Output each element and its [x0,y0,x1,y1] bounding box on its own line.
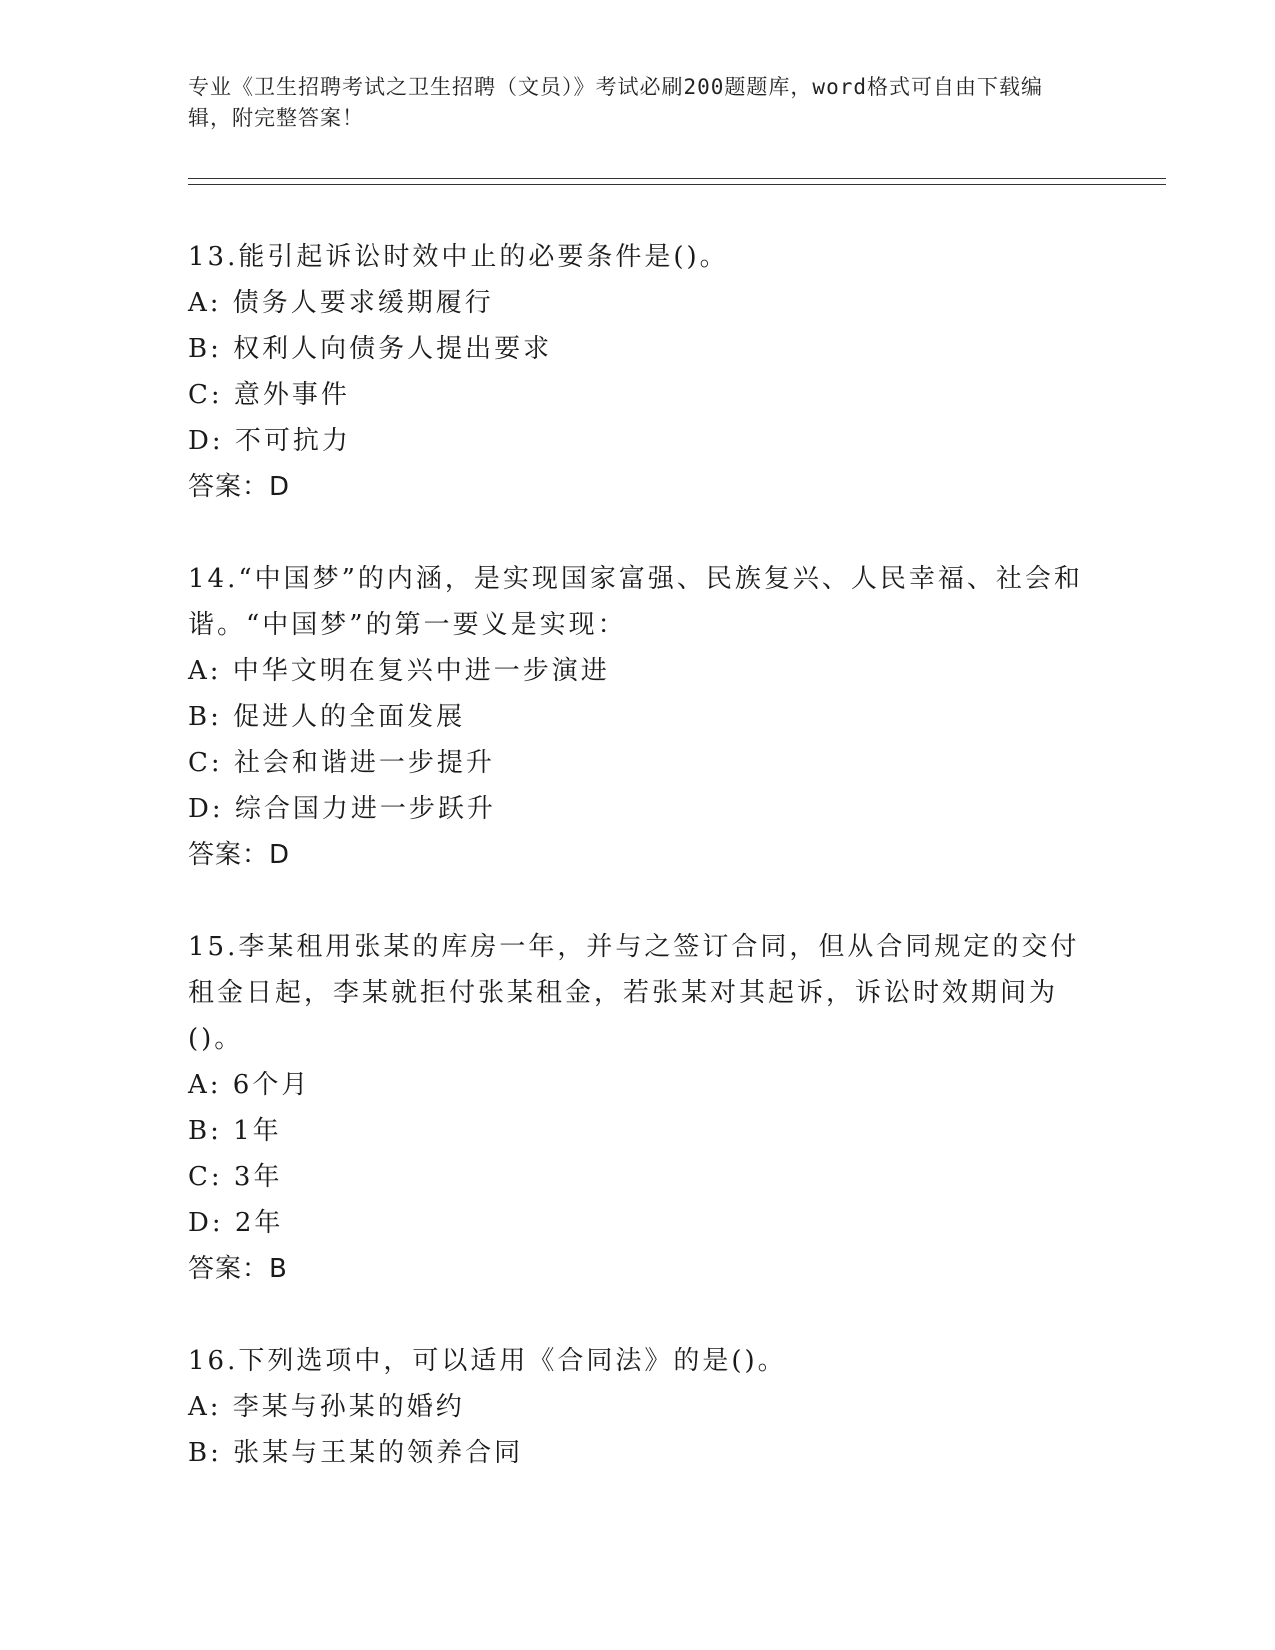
option-b: B: 促进人的全面发展 [188,702,466,732]
option-c: C: 社会和谐进一步提升 [188,748,495,778]
option-a: A: 6个月 [188,1070,311,1100]
option-d: D: 2年 [188,1208,284,1238]
question-stem: 14.“中国梦”的内涵，是实现国家富强、民族复兴、人民幸福、社会和谐。“中国梦”的第一要义是实现： [188,564,1083,640]
question-stem: 13.能引起诉讼时效中止的必要条件是()。 [188,242,729,272]
question-15 [188,924,1088,1292]
answer-line: 答案：D [188,840,291,870]
question-stem: 16.下列选项中，可以适用《合同法》的是()。 [188,1346,787,1376]
question-14 [188,556,1088,878]
question-13 [188,234,1088,510]
option-c: C: 3年 [188,1162,283,1192]
header-divider-bottom [188,184,1166,185]
header-divider-top [188,178,1166,179]
option-a: A: 李某与孙某的婚约 [188,1392,465,1422]
option-d: D: 综合国力进一步跃升 [188,794,496,824]
option-a: A: 债务人要求缓期履行 [188,288,494,318]
question-16 [188,1338,1088,1476]
option-b: B: 1年 [188,1116,282,1146]
answer-line: 答案：D [188,472,291,502]
question-list [188,234,1088,1522]
option-a: A: 中华文明在复兴中进一步演进 [188,656,610,686]
option-b: B: 张某与王某的领养合同 [188,1438,524,1468]
document-header [188,72,1078,134]
option-d: D: 不可抗力 [188,426,351,456]
header-text: 专业《卫生招聘考试之卫生招聘（文员）》考试必刷200题题库，word格式可自由下载编辑，附完整答案！ [188,75,1043,130]
question-stem: 15.李某租用张某的库房一年，并与之签订合同，但从合同规定的交付租金日起，李某就拒付张某租金，若张某对其起诉，诉讼时效期间为()。 [188,932,1080,1054]
option-c: C: 意外事件 [188,380,350,410]
answer-line: 答案：B [188,1254,288,1284]
option-b: B: 权利人向债务人提出要求 [188,334,553,364]
